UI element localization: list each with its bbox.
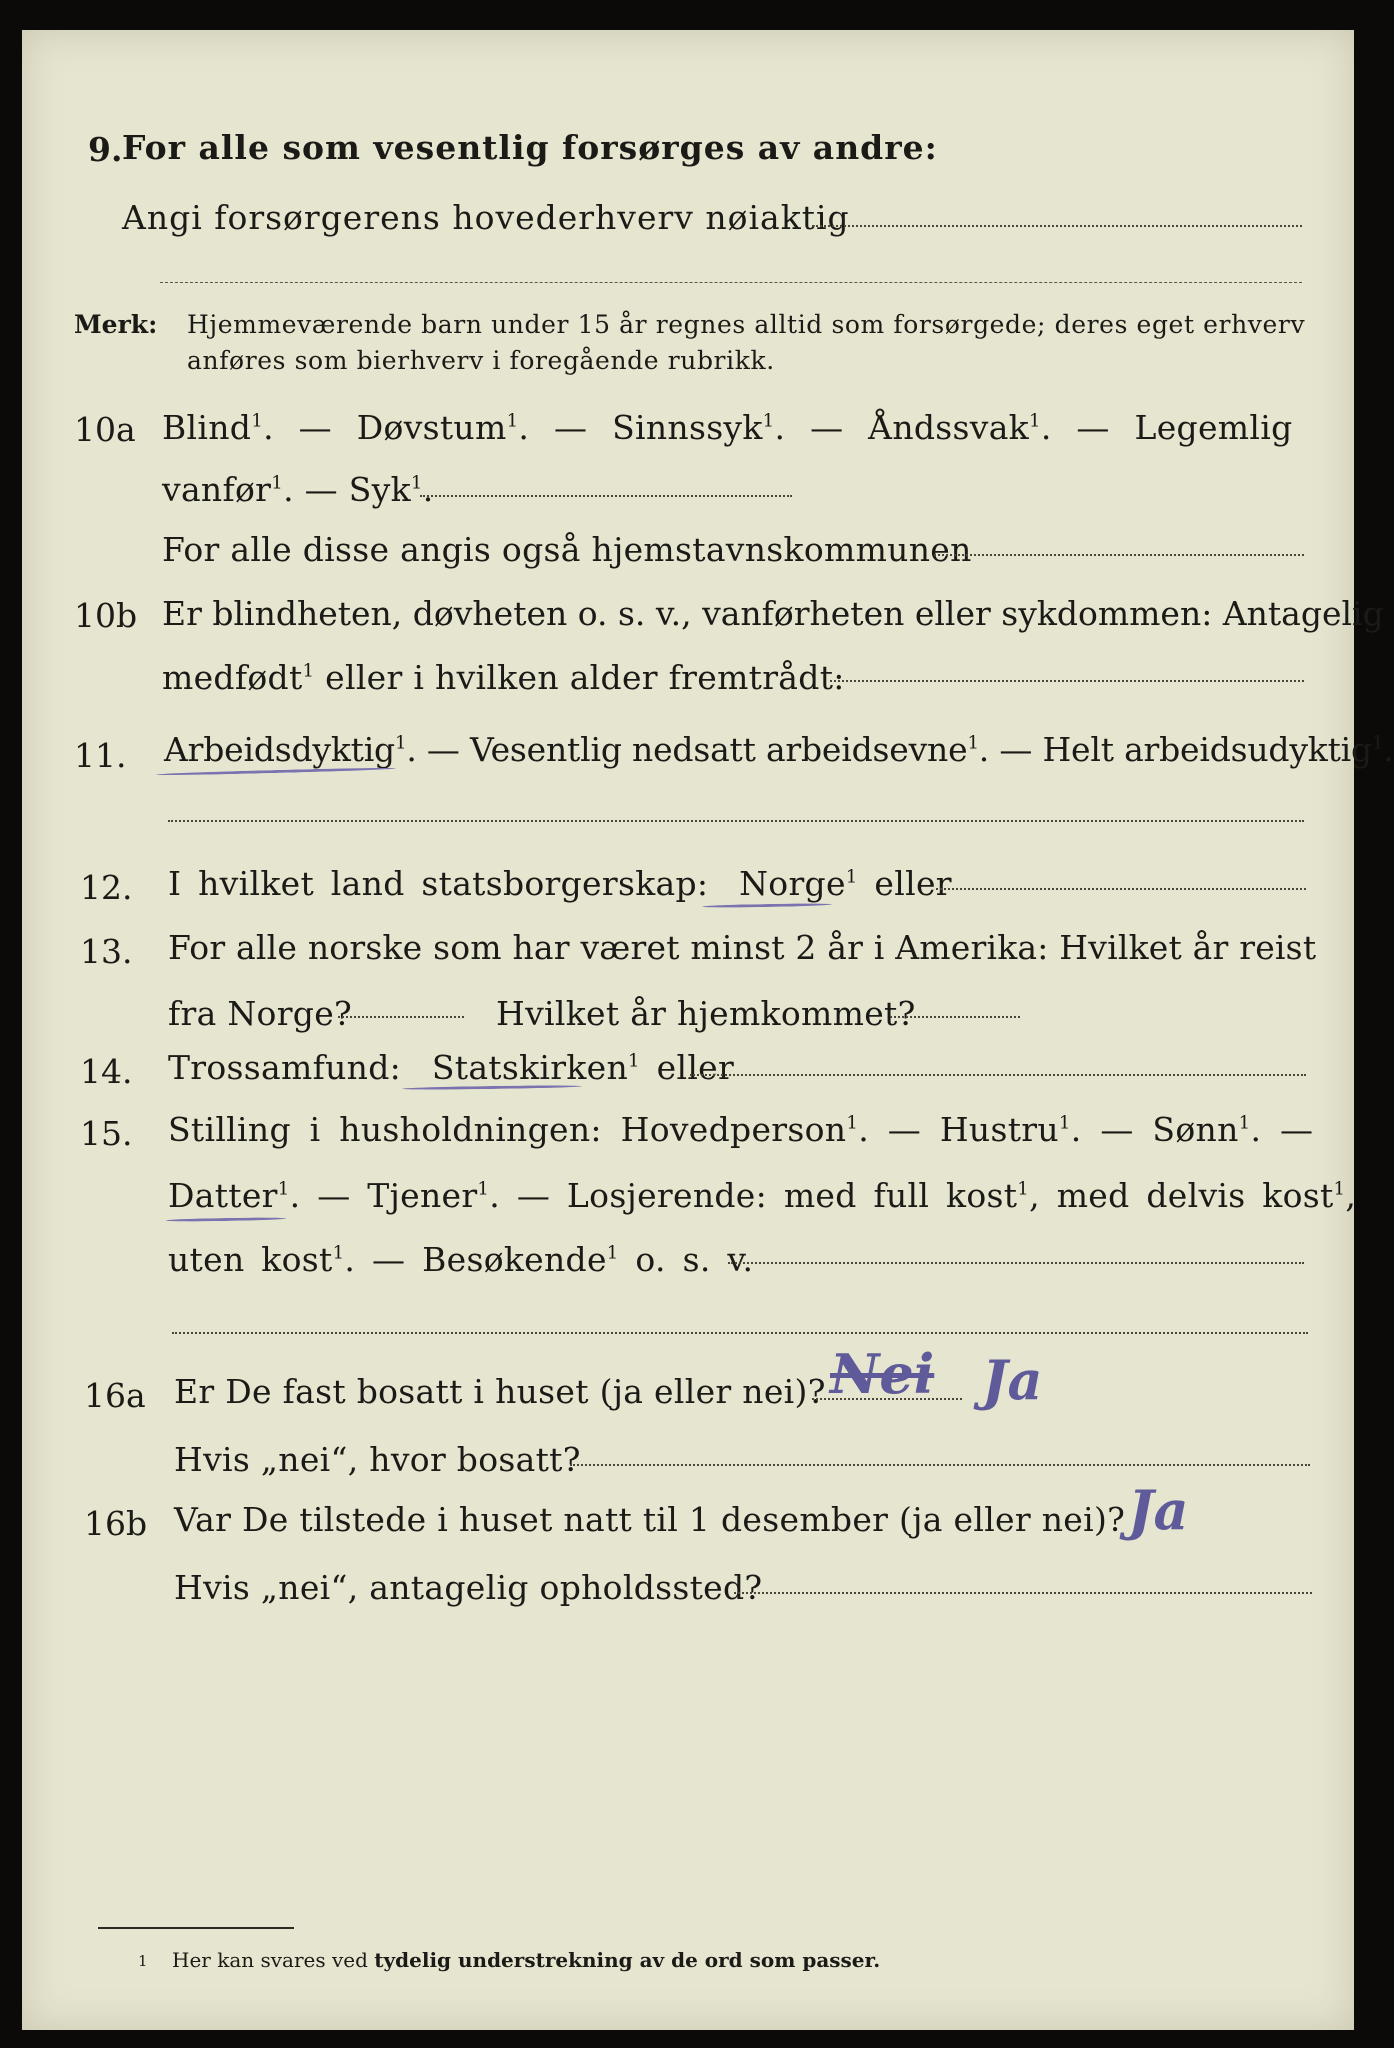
q12-line	[168, 864, 952, 903]
option-blind[interactable]: Blind	[162, 408, 252, 447]
q10a-answer-line[interactable]	[420, 495, 792, 497]
option-nedsatt-arbeidsevne[interactable]: . — Vesentlig nedsatt arbeidsevne	[406, 730, 968, 769]
alder-label: eller i hvilken alder fremtrådt:	[314, 658, 845, 697]
option-dovstum[interactable]: . — Døvstum	[263, 408, 507, 447]
option-delvis-kost[interactable]: , med delvis kost	[1029, 1176, 1334, 1215]
q10b-line-2	[162, 658, 845, 697]
option-syk[interactable]: . — Syk	[283, 470, 411, 509]
q13-hjemkommet-answer-line[interactable]	[890, 1016, 1020, 1018]
trossamfund-label: Trossamfund:	[168, 1048, 402, 1087]
option-hustru[interactable]: . — Hustru	[858, 1110, 1059, 1149]
q14-answer-line[interactable]	[690, 1074, 1306, 1076]
osv: o. s. v.	[618, 1240, 754, 1279]
q16b-line-1: Var De tilstede i huset natt til 1 desember (ja eller nei)?	[174, 1500, 1126, 1539]
q12-number: 12.	[80, 868, 133, 907]
q9-heading: For alle som vesentlig forsørges av andre:	[122, 128, 938, 167]
q16a-number: 16a	[84, 1376, 146, 1415]
punct: .	[1383, 730, 1394, 769]
q16b-line-2: Hvis „nei“, antagelig opholdssted?	[174, 1568, 763, 1607]
footnote-ref: 1	[477, 1178, 490, 1200]
option-besokende[interactable]: . — Besøkende	[344, 1240, 607, 1279]
option-eller: eller	[639, 1048, 735, 1087]
punct: .	[422, 470, 434, 509]
q13-line-2a: fra Norge?	[168, 994, 353, 1033]
q16b-answer-line[interactable]	[734, 1592, 1312, 1594]
option-arbeidsudyktig[interactable]: . — Helt arbeidsudyktig	[978, 730, 1372, 769]
footnote-ref: 1	[277, 1178, 290, 1200]
handwritten-answer-16b: Ja	[1128, 1478, 1189, 1542]
q13-reist-answer-line[interactable]	[338, 1016, 464, 1018]
q10a-hjemstavn-answer-line[interactable]	[934, 554, 1304, 556]
footnote-ref: 1	[332, 1242, 345, 1264]
q14-line	[168, 1048, 734, 1087]
q13-line-2b: Hvilket år hjemkommet?	[496, 994, 916, 1033]
q15-line-1	[168, 1110, 1313, 1149]
q15-answer-line-2[interactable]	[172, 1332, 1308, 1334]
footnote-text	[172, 1948, 880, 1972]
footnote-ref: 1	[1017, 1178, 1030, 1200]
footnote-ref: 1	[410, 472, 423, 494]
statsborgerskap-label: I hvilket land statsborgerskap:	[168, 864, 709, 903]
q9-answer-line[interactable]	[812, 225, 1302, 227]
option-losjerende-full-kost[interactable]: . — Losjerende: med full kost	[489, 1176, 1018, 1215]
option-eller: eller	[857, 864, 952, 903]
handwritten-answer-16a: Ja	[982, 1348, 1043, 1412]
q15-number: 15.	[80, 1114, 133, 1153]
q16a-bosatt-answer-line[interactable]	[570, 1464, 1310, 1466]
handwritten-struck-answer: Nei	[830, 1342, 935, 1406]
q16b-number: 16b	[84, 1504, 148, 1543]
footnote-rule	[98, 1927, 294, 1929]
footnote-text-b: tydelig understrekning av de ord som passer.	[374, 1948, 881, 1972]
footnote-ref: 1	[302, 660, 315, 682]
q16a-line-1: Er De fast bosatt i huset (ja eller nei)?	[174, 1372, 826, 1411]
footnote-text-a: Her kan svares ved	[172, 1948, 375, 1972]
q15-line-3	[168, 1240, 753, 1279]
footnote-ref: 1	[1371, 732, 1384, 754]
punct: ,	[1345, 1176, 1357, 1215]
handwritten-underline-datter	[166, 1217, 286, 1222]
q9-answer-line-2[interactable]	[160, 282, 1302, 283]
footnote-ref: 1	[967, 732, 979, 754]
footnote-ref: 1	[394, 732, 407, 754]
q15-line-2	[168, 1176, 1356, 1215]
footnote-ref: 1	[1333, 1178, 1346, 1200]
footnote-ref: 1	[606, 1242, 619, 1264]
option-datter[interactable]: Datter	[168, 1176, 278, 1215]
q13-line-1: For alle norske som har været minst 2 år i Amerika: Hvilket år reist	[168, 928, 1317, 967]
option-sinnssyk[interactable]: . — Sinnssyk	[518, 408, 763, 447]
q9-line: Angi forsørgerens hovederhverv nøiaktig	[122, 198, 850, 237]
q13-number: 13.	[80, 932, 133, 971]
footnote-mark: 1	[138, 1952, 148, 1970]
q11-number: 11.	[74, 736, 127, 775]
q10a-line-2	[162, 470, 434, 509]
footnote-ref: 1	[628, 1050, 640, 1072]
footnote-ref: 1	[506, 410, 519, 432]
option-andssvak[interactable]: . — Åndssvak	[774, 408, 1029, 447]
option-statskirken[interactable]: Statskirken	[431, 1048, 629, 1087]
q10a-line-1	[162, 408, 1293, 447]
option-medfodt[interactable]: medfødt	[162, 658, 303, 697]
q11-answer-line[interactable]	[168, 820, 1304, 822]
q16a-line-2: Hvis „nei“, hvor bosatt?	[174, 1440, 581, 1479]
q15-answer-line[interactable]	[728, 1262, 1304, 1264]
footnote-ref: 1	[1028, 410, 1041, 432]
option-uten-kost[interactable]: uten kost	[168, 1240, 333, 1279]
merk-label: Merk:	[74, 310, 158, 339]
footnote-ref: 1	[845, 866, 858, 888]
q11-line	[164, 730, 1394, 769]
q9-number: 9.	[88, 130, 123, 169]
q10b-line-1: Er blindheten, døvheten o. s. v., vanførheten eller sykdommen: Antagelig	[162, 594, 1384, 633]
option-tjener[interactable]: . — Tjener	[289, 1176, 478, 1215]
footnote-ref: 1	[846, 1112, 859, 1134]
option-vanfor[interactable]: vanfør	[162, 470, 272, 509]
merk-line-1: Hjemmeværende barn under 15 år regnes alltid som forsørgede; deres eget erhverv	[187, 310, 1306, 339]
q10b-answer-line[interactable]	[830, 680, 1304, 682]
footnote-ref: 1	[1058, 1112, 1071, 1134]
option-sonn[interactable]: . — Sønn	[1070, 1110, 1239, 1149]
q10a-line-3: For alle disse angis også hjemstavnskommunen	[162, 530, 972, 569]
footnote-ref: 1	[1238, 1112, 1251, 1134]
footnote-ref: 1	[251, 410, 264, 432]
merk-line-2: anføres som bierhverv i foregående rubrikk.	[187, 346, 775, 375]
q10a-number: 10a	[74, 410, 136, 449]
footnote-ref: 1	[762, 410, 775, 432]
option-arbeidsdyktig[interactable]: Arbeidsdyktig	[164, 730, 395, 769]
option-hovedperson[interactable]: Stilling i husholdningen: Hovedperson	[168, 1110, 847, 1149]
footnote-ref: 1	[271, 472, 284, 494]
option-legemlig[interactable]: . — Legemlig	[1040, 408, 1293, 447]
census-form-page	[22, 30, 1394, 2030]
handwritten-underline-norge	[702, 903, 832, 908]
q10b-number: 10b	[74, 596, 138, 635]
q12-answer-line[interactable]	[936, 888, 1306, 890]
option-norge[interactable]: Norge	[739, 864, 846, 903]
punct: . —	[1250, 1110, 1314, 1149]
q14-number: 14.	[80, 1052, 133, 1091]
